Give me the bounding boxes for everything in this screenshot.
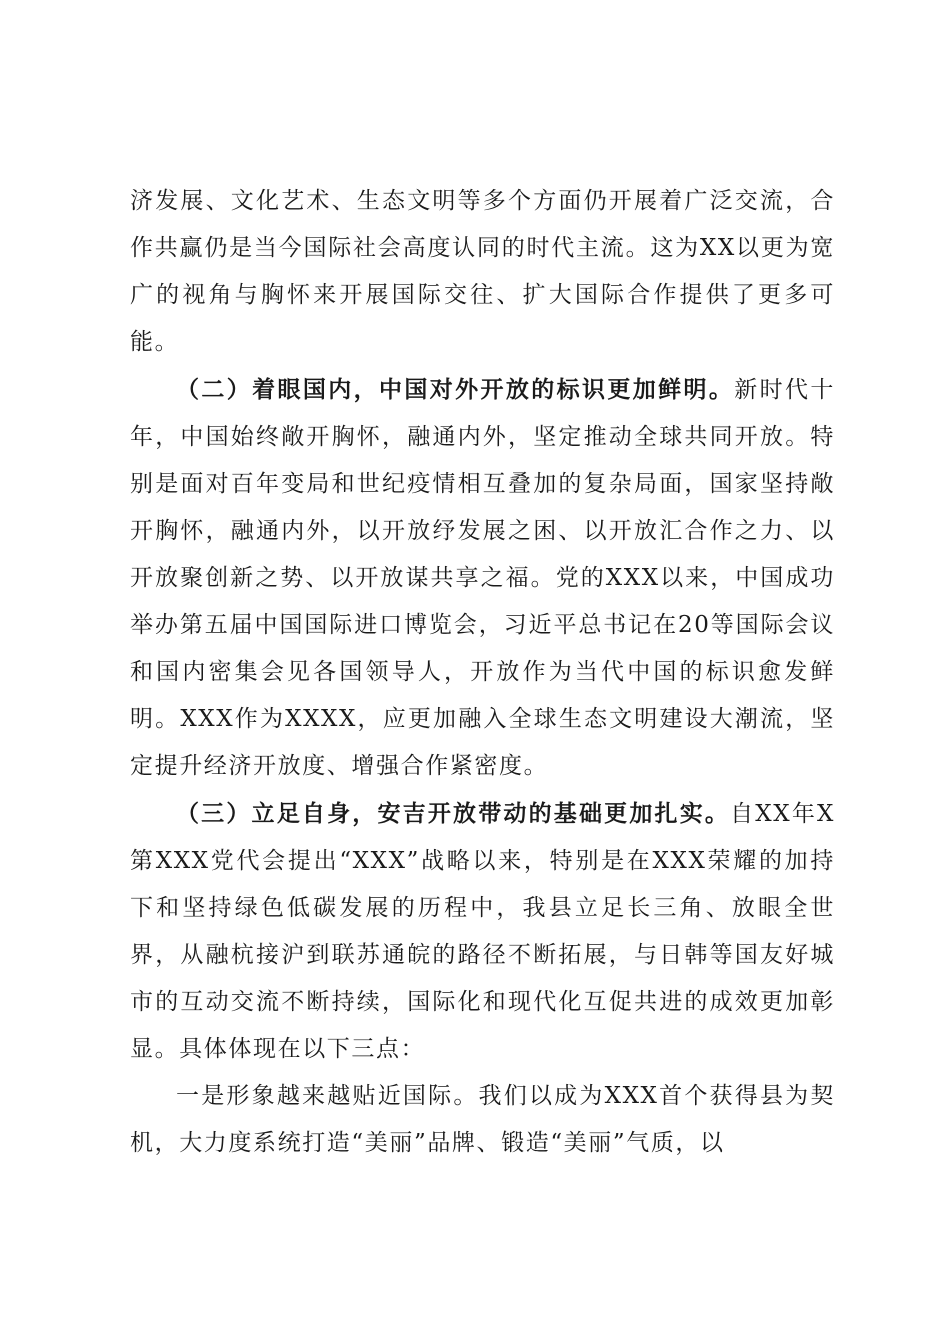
body-text <box>130 178 835 1167</box>
paragraph-text: 一是形象越来越贴近国际。我们以成为XXX首个获得县为契机，大力度系统打造“美丽”品牌、锻造“美丽”气质，以 <box>130 1083 835 1156</box>
section-two-paragraph <box>130 366 835 790</box>
paragraph-text: 新时代十年，中国始终敞开胸怀，融通内外，坚定推动全球共同开放。特别是面对百年变局和世纪疫情相互叠加的复杂局面，国家坚持敞开胸怀，融通内外，以开放纾发展之困、以开放汇合作之力、以开放聚创新之势、以开放谋共享之福。党的XXX以来，中国成功举办第五届中国国际进口博览会，习近平总书记在20等国际会议和国内密集会见各国领导人，开放作为当代中国的标识愈发鲜明。XXX作为XXXX，应更加融入全球生态文明建设大潮流，坚定提升经济开放度、增强合作紧密度。 <box>130 377 835 779</box>
paragraph-text: 济发展、文化艺术、生态文明等多个方面仍开展着广泛交流，合作共赢仍是当今国际社会高度认同的时代主流。这为XX以更为宽广的视角与胸怀来开展国际交往、扩大国际合作提供了更多可能。 <box>130 188 835 355</box>
section-three-paragraph <box>130 790 835 1073</box>
paragraph-continuation <box>130 178 835 366</box>
section-two-heading: （二）着眼国内，中国对外开放的标识更加鲜明。 <box>176 376 735 403</box>
point-one-paragraph <box>130 1073 835 1167</box>
paragraph-text: 自XX年X第XXX党代会提出“XXX”战略以来，特别是在XXX荣耀的加持下和坚持绿色低碳发展的历程中，我县立足长三角、放眼全世界，从融杭接沪到联苏通皖的路径不断拓展，与日韩等国友好城市的互动交流不断持续，国际化和现代化互促共进的成效更加彰显。具体体现在以下三点： <box>130 801 836 1062</box>
section-three-heading: （三）立足自身，安吉开放带动的基础更加扎实。 <box>176 800 731 827</box>
